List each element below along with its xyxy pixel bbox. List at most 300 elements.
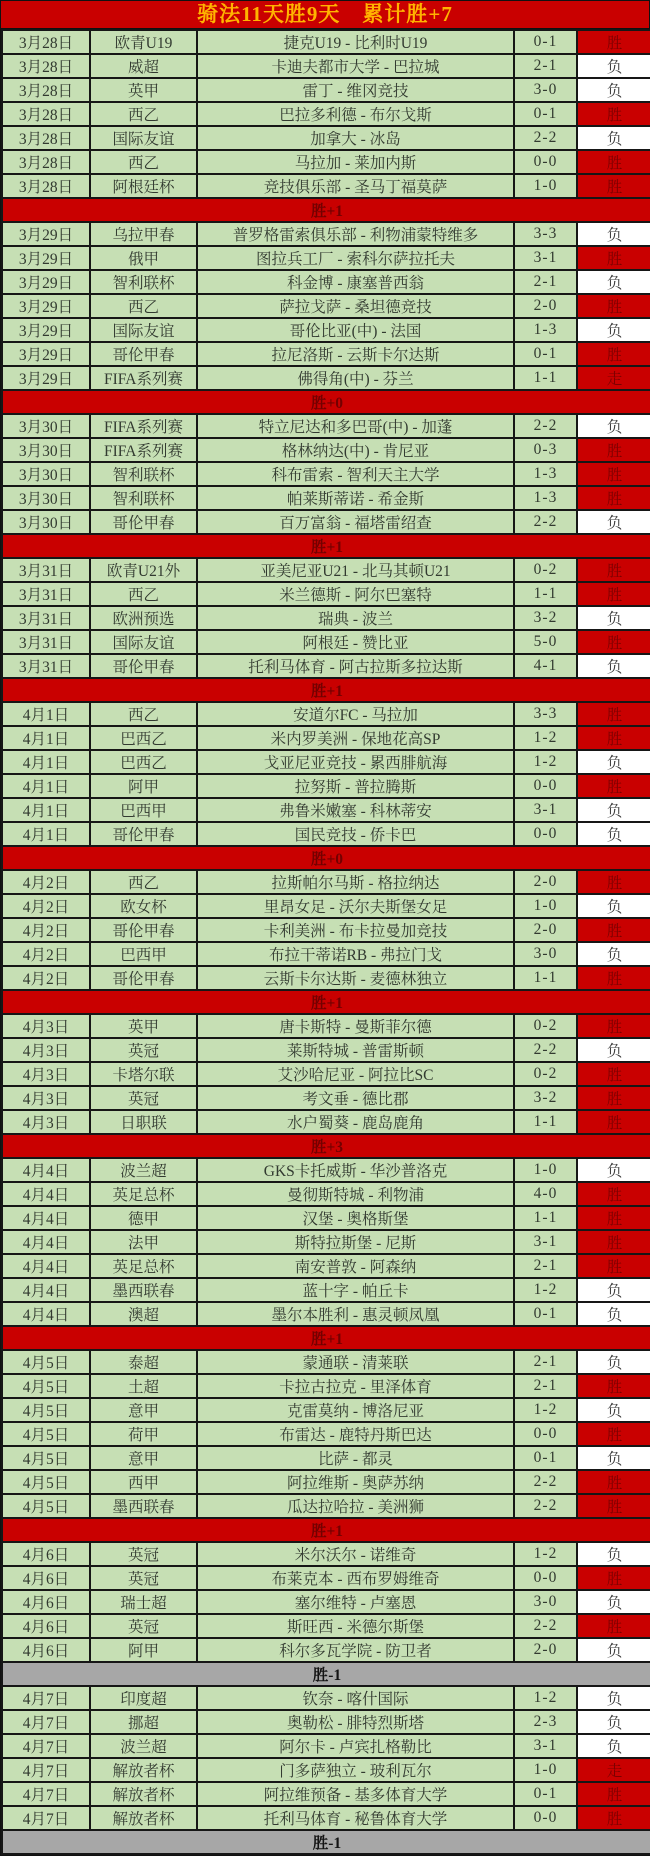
match-result: 胜 [577,1782,650,1806]
match-score: 1-0 [514,894,577,918]
match-row [2,774,650,798]
match-date: 3月29日 [2,246,90,270]
day-summary: 胜+1 [2,990,650,1014]
match-teams: 阿根廷 - 赞比亚 [197,630,514,654]
match-result: 胜 [577,1062,650,1086]
match-league: 墨西联春 [90,1278,197,1302]
match-league: FIFA系列赛 [90,438,197,462]
match-league: 挪超 [90,1710,197,1734]
match-result: 负 [577,606,650,630]
match-date: 3月28日 [2,126,90,150]
match-league: 西乙 [90,870,197,894]
match-teams: 墨尔本胜利 - 惠灵顿凤凰 [197,1302,514,1326]
match-row [2,870,650,894]
match-row [2,30,650,54]
day-summary: 胜+1 [2,1326,650,1350]
match-row [2,1782,650,1806]
match-teams: 格林纳达(中) - 肯尼亚 [197,438,514,462]
match-row [2,270,650,294]
match-score: 2-2 [514,1470,577,1494]
match-teams: 拉尼洛斯 - 云斯卡尔达斯 [197,342,514,366]
match-teams: 塞尔维特 - 卢塞恩 [197,1590,514,1614]
match-teams: 莱斯特城 - 普雷斯顿 [197,1038,514,1062]
match-row [2,78,650,102]
match-result: 胜 [577,438,650,462]
match-row [2,966,650,990]
match-league: 乌拉甲春 [90,222,197,246]
match-score: 0-3 [514,438,577,462]
match-date: 3月28日 [2,150,90,174]
match-date: 4月4日 [2,1230,90,1254]
match-row [2,1734,650,1758]
match-score: 0-1 [514,30,577,54]
match-score: 3-0 [514,942,577,966]
match-score: 2-3 [514,1710,577,1734]
match-score: 2-0 [514,918,577,942]
match-result: 负 [577,1038,650,1062]
match-league: 英甲 [90,78,197,102]
match-date: 3月28日 [2,102,90,126]
match-teams: 米尔沃尔 - 诺维奇 [197,1542,514,1566]
match-league: FIFA系列赛 [90,414,197,438]
match-league: 哥伦甲春 [90,966,197,990]
match-result: 胜 [577,342,650,366]
match-league: 英冠 [90,1542,197,1566]
match-row [2,702,650,726]
match-date: 4月2日 [2,870,90,894]
match-score: 1-1 [514,582,577,606]
match-result: 胜 [577,1614,650,1638]
match-result: 胜 [577,1422,650,1446]
match-date: 4月3日 [2,1014,90,1038]
match-result: 胜 [577,1014,650,1038]
match-teams: 阿拉维斯 - 奥萨苏纳 [197,1470,514,1494]
match-league: 西乙 [90,702,197,726]
match-row [2,1110,650,1134]
match-date: 4月5日 [2,1494,90,1518]
match-row [2,1302,650,1326]
match-score: 1-1 [514,366,577,390]
match-teams: 钦奈 - 喀什国际 [197,1686,514,1710]
match-row [2,294,650,318]
match-row [2,894,650,918]
match-score: 0-0 [514,1806,577,1830]
match-league: 欧女杯 [90,894,197,918]
match-result: 负 [577,894,650,918]
match-teams: 帕莱斯蒂诺 - 希金斯 [197,486,514,510]
match-league: 土超 [90,1374,197,1398]
match-date: 4月4日 [2,1254,90,1278]
match-result: 胜 [577,870,650,894]
day-summary-row [2,678,650,702]
match-row [2,582,650,606]
match-date: 4月1日 [2,750,90,774]
match-league: 欧洲预选 [90,606,197,630]
match-teams: 卡迪夫都市大学 - 巴拉城 [197,54,514,78]
match-date: 4月6日 [2,1542,90,1566]
match-row [2,798,650,822]
match-league: 英冠 [90,1038,197,1062]
match-result: 胜 [577,174,650,198]
match-row [2,654,650,678]
day-summary-row [2,990,650,1014]
match-score: 2-1 [514,270,577,294]
match-date: 4月7日 [2,1686,90,1710]
match-teams: 阿尔卡 - 卢宾扎格勒比 [197,1734,514,1758]
day-summary-row [2,1326,650,1350]
match-league: 卡塔尔联 [90,1062,197,1086]
match-row [2,1350,650,1374]
match-date: 3月30日 [2,510,90,534]
match-result: 胜 [577,1374,650,1398]
match-score: 0-2 [514,1062,577,1086]
match-league: 阿甲 [90,774,197,798]
match-row [2,414,650,438]
match-date: 3月30日 [2,486,90,510]
match-teams: 雷丁 - 维冈竞技 [197,78,514,102]
match-league: 智利联杯 [90,270,197,294]
match-league: 英冠 [90,1086,197,1110]
match-teams: 门多萨独立 - 玻利瓦尔 [197,1758,514,1782]
match-teams: 比萨 - 都灵 [197,1446,514,1470]
match-row [2,366,650,390]
match-row [2,1182,650,1206]
match-date: 4月1日 [2,726,90,750]
match-score: 3-1 [514,246,577,270]
match-teams: 拉努斯 - 普拉腾斯 [197,774,514,798]
match-row [2,1566,650,1590]
match-date: 4月4日 [2,1182,90,1206]
match-league: 荷甲 [90,1422,197,1446]
match-league: 印度超 [90,1686,197,1710]
match-league: 巴西乙 [90,750,197,774]
match-teams: 安道尔FC - 马拉加 [197,702,514,726]
day-summary: 胜+1 [2,198,650,222]
match-score: 2-0 [514,1638,577,1662]
match-league: 西乙 [90,582,197,606]
match-score: 0-0 [514,774,577,798]
day-summary: 胜+1 [2,534,650,558]
match-teams: 托利马体育 - 阿古拉斯多拉达斯 [197,654,514,678]
match-result: 胜 [577,630,650,654]
match-result: 负 [577,1278,650,1302]
match-row [2,1014,650,1038]
match-teams: 水户蜀葵 - 鹿岛鹿角 [197,1110,514,1134]
match-result: 负 [577,1638,650,1662]
match-row [2,606,650,630]
match-row [2,222,650,246]
match-teams: 加拿大 - 冰岛 [197,126,514,150]
match-teams: 卡拉古拉克 - 里泽体育 [197,1374,514,1398]
match-date: 4月5日 [2,1446,90,1470]
match-date: 4月1日 [2,702,90,726]
match-row [2,54,650,78]
match-date: 4月7日 [2,1782,90,1806]
match-row [2,1398,650,1422]
match-result: 负 [577,414,650,438]
match-score: 0-2 [514,1014,577,1038]
match-league: 哥伦甲春 [90,822,197,846]
match-score: 1-2 [514,1398,577,1422]
match-teams: 科金博 - 康塞普西翁 [197,270,514,294]
match-score: 3-0 [514,1590,577,1614]
day-summary: 胜+0 [2,390,650,414]
match-date: 4月5日 [2,1470,90,1494]
match-league: 墨西联春 [90,1494,197,1518]
match-teams: 南安普敦 - 阿森纳 [197,1254,514,1278]
match-league: 英甲 [90,1014,197,1038]
match-date: 4月6日 [2,1590,90,1614]
match-date: 3月31日 [2,582,90,606]
match-date: 4月7日 [2,1710,90,1734]
match-league: 智利联杯 [90,462,197,486]
day-summary: 胜+0 [2,846,650,870]
match-row [2,1446,650,1470]
match-date: 4月5日 [2,1422,90,1446]
match-result: 胜 [577,1470,650,1494]
match-league: 澳超 [90,1302,197,1326]
match-teams: 奥勒松 - 腓特烈斯塔 [197,1710,514,1734]
match-date: 4月7日 [2,1758,90,1782]
match-league: 英冠 [90,1566,197,1590]
match-date: 3月30日 [2,414,90,438]
match-teams: 汉堡 - 奥格斯堡 [197,1206,514,1230]
match-result: 负 [577,1686,650,1710]
match-teams: 考文垂 - 德比郡 [197,1086,514,1110]
match-result: 胜 [577,774,650,798]
match-result: 走 [577,1758,650,1782]
match-teams: 卡利美洲 - 布卡拉曼加竞技 [197,918,514,942]
match-result: 胜 [577,1110,650,1134]
match-league: 西乙 [90,150,197,174]
match-row [2,750,650,774]
match-date: 3月28日 [2,30,90,54]
match-score: 3-2 [514,606,577,630]
day-summary: 胜+1 [2,1518,650,1542]
match-score: 3-1 [514,1230,577,1254]
match-date: 3月29日 [2,294,90,318]
match-row [2,1758,650,1782]
match-result: 负 [577,54,650,78]
match-result: 负 [577,1398,650,1422]
match-score: 4-1 [514,654,577,678]
match-league: 哥伦甲春 [90,510,197,534]
match-league: 解放者杯 [90,1758,197,1782]
day-summary-row [2,1662,650,1686]
match-league: 波兰超 [90,1158,197,1182]
match-row [2,1614,650,1638]
match-date: 3月28日 [2,54,90,78]
match-row [2,486,650,510]
match-league: 威超 [90,54,197,78]
match-date: 4月1日 [2,774,90,798]
match-date: 3月29日 [2,222,90,246]
match-row [2,174,650,198]
match-row [2,510,650,534]
match-row [2,630,650,654]
match-row [2,1038,650,1062]
match-row [2,1062,650,1086]
day-summary-row [2,1518,650,1542]
match-teams: 布莱克本 - 西布罗姆维奇 [197,1566,514,1590]
match-teams: GKS卡托威斯 - 华沙普洛克 [197,1158,514,1182]
match-row [2,1158,650,1182]
match-date: 4月3日 [2,1062,90,1086]
match-result: 胜 [577,462,650,486]
match-teams: 马拉加 - 莱加内斯 [197,150,514,174]
match-result: 负 [577,78,650,102]
match-league: 智利联杯 [90,486,197,510]
day-summary: 胜+1 [2,678,650,702]
match-score: 2-2 [514,510,577,534]
match-teams: 普罗格雷索俱乐部 - 利物浦蒙特维多 [197,222,514,246]
match-result: 负 [577,1542,650,1566]
match-league: 哥伦甲春 [90,654,197,678]
day-summary-row [2,534,650,558]
match-date: 4月5日 [2,1398,90,1422]
match-teams: 图拉兵工厂 - 索科尔萨拉托夫 [197,246,514,270]
match-score: 2-1 [514,1374,577,1398]
match-league: 法甲 [90,1230,197,1254]
match-score: 3-2 [514,1086,577,1110]
match-teams: 蒙通联 - 清莱联 [197,1350,514,1374]
match-date: 4月1日 [2,822,90,846]
match-teams: 佛得角(中) - 芬兰 [197,366,514,390]
match-teams: 斯旺西 - 米德尔斯堡 [197,1614,514,1638]
match-date: 3月31日 [2,558,90,582]
match-teams: 克雷莫纳 - 博洛尼亚 [197,1398,514,1422]
match-result: 胜 [577,558,650,582]
match-teams: 唐卡斯特 - 曼斯菲尔德 [197,1014,514,1038]
match-date: 4月7日 [2,1806,90,1830]
match-teams: 瓜达拉哈拉 - 美洲狮 [197,1494,514,1518]
match-score: 1-2 [514,1278,577,1302]
match-teams: 布拉干蒂诺RB - 弗拉门戈 [197,942,514,966]
match-row [2,1374,650,1398]
match-teams: 蓝十字 - 帕丘卡 [197,1278,514,1302]
match-league: 意甲 [90,1398,197,1422]
match-result: 胜 [577,1206,650,1230]
match-date: 3月31日 [2,606,90,630]
match-teams: 萨拉戈萨 - 桑坦德竞技 [197,294,514,318]
match-row [2,1590,650,1614]
match-score: 2-1 [514,1350,577,1374]
match-date: 3月30日 [2,462,90,486]
match-row [2,1422,650,1446]
match-result: 负 [577,822,650,846]
match-result: 胜 [577,702,650,726]
match-league: 巴西乙 [90,726,197,750]
match-league: 国际友谊 [90,630,197,654]
match-score: 1-2 [514,1542,577,1566]
match-score: 4-0 [514,1182,577,1206]
match-result: 负 [577,798,650,822]
match-result: 负 [577,222,650,246]
match-result: 负 [577,1710,650,1734]
match-date: 3月29日 [2,318,90,342]
match-score: 1-2 [514,750,577,774]
match-teams: 米兰德斯 - 阿尔巴塞特 [197,582,514,606]
match-date: 4月5日 [2,1350,90,1374]
day-summary-row [2,1830,650,1854]
match-teams: 巴拉多利德 - 布尔戈斯 [197,102,514,126]
match-teams: 亚美尼亚U21 - 北马其顿U21 [197,558,514,582]
match-date: 4月3日 [2,1110,90,1134]
match-league: 阿根廷杯 [90,174,197,198]
match-date: 4月3日 [2,1038,90,1062]
match-league: 阿甲 [90,1638,197,1662]
match-teams: 科尔多瓦学院 - 防卫者 [197,1638,514,1662]
match-row [2,1806,650,1830]
match-score: 2-2 [514,414,577,438]
match-teams: 里昂女足 - 沃尔夫斯堡女足 [197,894,514,918]
match-teams: 百万富翁 - 福塔雷绍查 [197,510,514,534]
match-score: 1-1 [514,966,577,990]
match-result: 负 [577,510,650,534]
match-row [2,1254,650,1278]
match-date: 4月3日 [2,1086,90,1110]
match-result: 胜 [577,966,650,990]
match-teams: 特立尼达和多巴哥(中) - 加蓬 [197,414,514,438]
match-date: 4月4日 [2,1302,90,1326]
match-teams: 斯特拉斯堡 - 尼斯 [197,1230,514,1254]
match-date: 4月6日 [2,1566,90,1590]
match-league: 解放者杯 [90,1782,197,1806]
day-summary: 胜-1 [2,1830,650,1854]
match-score: 2-2 [514,126,577,150]
match-result: 负 [577,1350,650,1374]
match-score: 0-1 [514,342,577,366]
match-score: 1-0 [514,174,577,198]
match-score: 1-1 [514,1206,577,1230]
match-score: 3-3 [514,702,577,726]
match-league: 波兰超 [90,1734,197,1758]
match-teams: 艾沙哈尼亚 - 阿拉比SC [197,1062,514,1086]
match-result: 走 [577,366,650,390]
match-league: 巴西甲 [90,798,197,822]
match-result: 负 [577,1302,650,1326]
match-league: 西甲 [90,1470,197,1494]
match-date: 4月1日 [2,798,90,822]
match-teams: 曼彻斯特城 - 利物浦 [197,1182,514,1206]
match-teams: 布雷达 - 鹿特丹斯巴达 [197,1422,514,1446]
match-teams: 托利马体育 - 秘鲁体育大学 [197,1806,514,1830]
match-row [2,438,650,462]
match-score: 1-2 [514,1686,577,1710]
match-row [2,126,650,150]
match-row [2,1710,650,1734]
match-teams: 科布雷索 - 智利天主大学 [197,462,514,486]
match-row [2,150,650,174]
match-result: 负 [577,750,650,774]
match-date: 3月29日 [2,366,90,390]
results-table [1,29,650,1855]
day-summary-row [2,846,650,870]
match-score: 0-0 [514,822,577,846]
match-teams: 米内罗美洲 - 保地花高SP [197,726,514,750]
match-league: 国际友谊 [90,318,197,342]
match-date: 3月29日 [2,270,90,294]
match-result: 胜 [577,726,650,750]
match-teams: 云斯卡尔达斯 - 麦德林独立 [197,966,514,990]
match-result: 胜 [577,1086,650,1110]
match-teams: 拉斯帕尔马斯 - 格拉纳达 [197,870,514,894]
match-row [2,462,650,486]
match-result: 胜 [577,30,650,54]
match-date: 4月4日 [2,1206,90,1230]
match-score: 3-0 [514,78,577,102]
match-score: 5-0 [514,630,577,654]
